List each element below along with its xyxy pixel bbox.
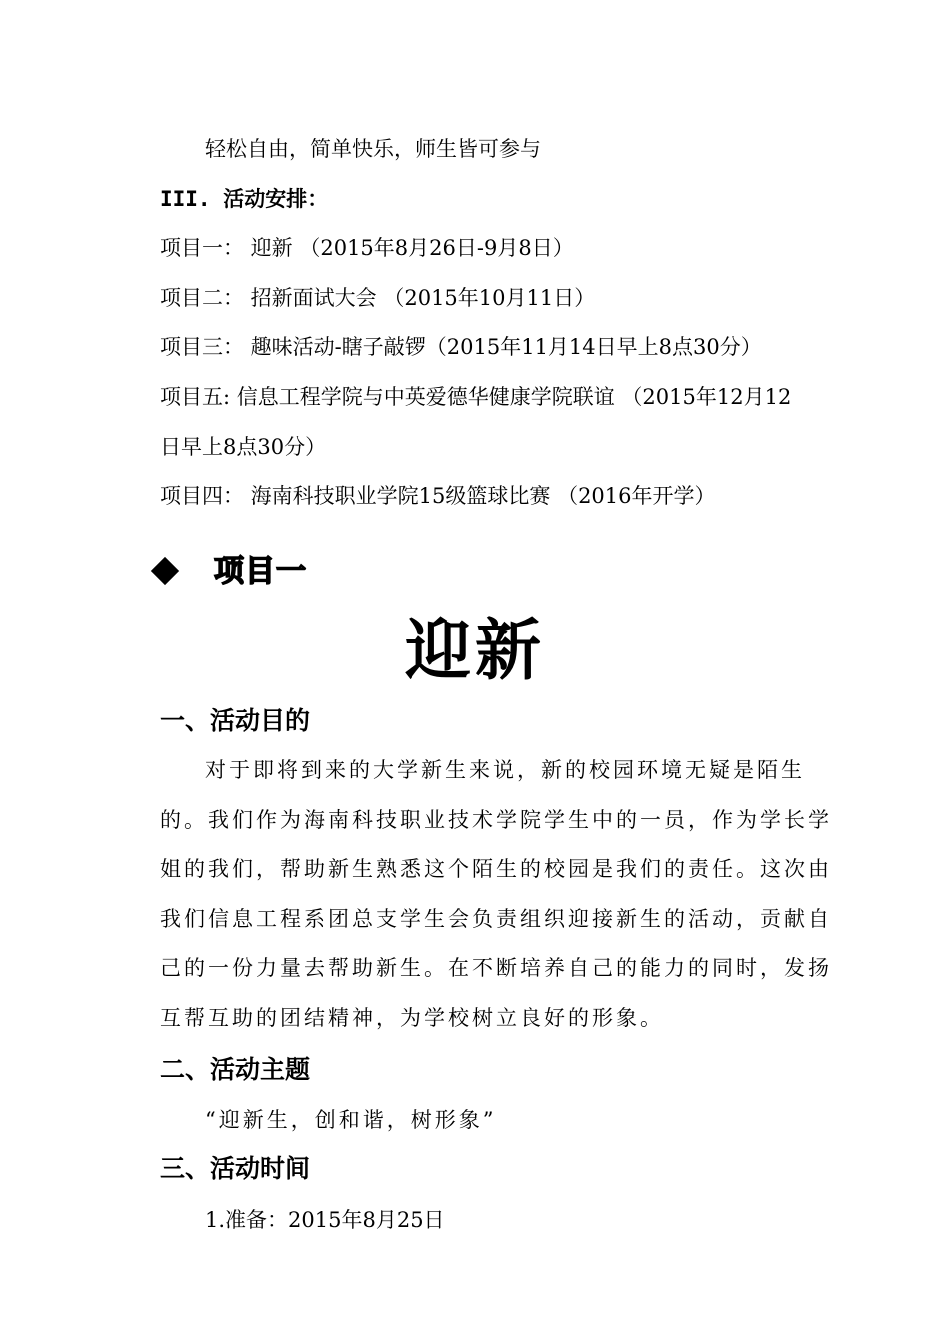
diamond-bullet-icon bbox=[151, 557, 179, 585]
section-2-heading: 二、活动主题 bbox=[160, 1055, 311, 1084]
section-3-item-1: 1.准备：2015年8月25日 bbox=[205, 1208, 445, 1232]
intro-line: 轻松自由，简单快乐，师生皆可参与 bbox=[205, 137, 541, 161]
project-one-label: 项目一 bbox=[214, 554, 307, 589]
section-3-heading: 三、活动时间 bbox=[160, 1154, 311, 1183]
schedule-heading: III. 活动安排： bbox=[160, 187, 329, 211]
schedule-item-2: 项目二： 招新面试大会 （2015年10月11日） bbox=[160, 286, 596, 310]
section-2-theme: “迎新生，创和谐，树形象” bbox=[205, 1108, 497, 1132]
schedule-item-4: 项目四： 海南科技职业学院15级篮球比赛 （2016年开学） bbox=[160, 484, 716, 508]
schedule-item-5-continued: 日早上8点30分） bbox=[160, 435, 327, 459]
project-one-title: 迎新 bbox=[405, 612, 545, 689]
section-1-body: 对于即将到来的大学新生来说，新的校园环境无疑是陌生的。我们作为海南科技职业技术学院学生中的一员，作为学长学姐的我们，帮助新生熟悉这个陌生的校园是我们的责任。这次由我们信息工程系团总支学生会负责组织迎接新生的活动，贡献自己的一份力量去帮助新生。在不断培养自己的能力的同时，发扬互帮互助的团结精神，为学校树立良好的形象。 bbox=[160, 758, 832, 1030]
schedule-item-5: 项目五: 信息工程学院与中英爱德华健康学院联谊 （2015年12月12 bbox=[160, 385, 792, 409]
schedule-item-1: 项目一： 迎新 （2015年8月26日-9月8日） bbox=[160, 236, 574, 260]
section-1-heading: 一、活动目的 bbox=[160, 706, 311, 735]
schedule-item-3: 项目三： 趣味活动-瞎子敲锣（2015年11月14日早上8点30分） bbox=[160, 335, 762, 359]
